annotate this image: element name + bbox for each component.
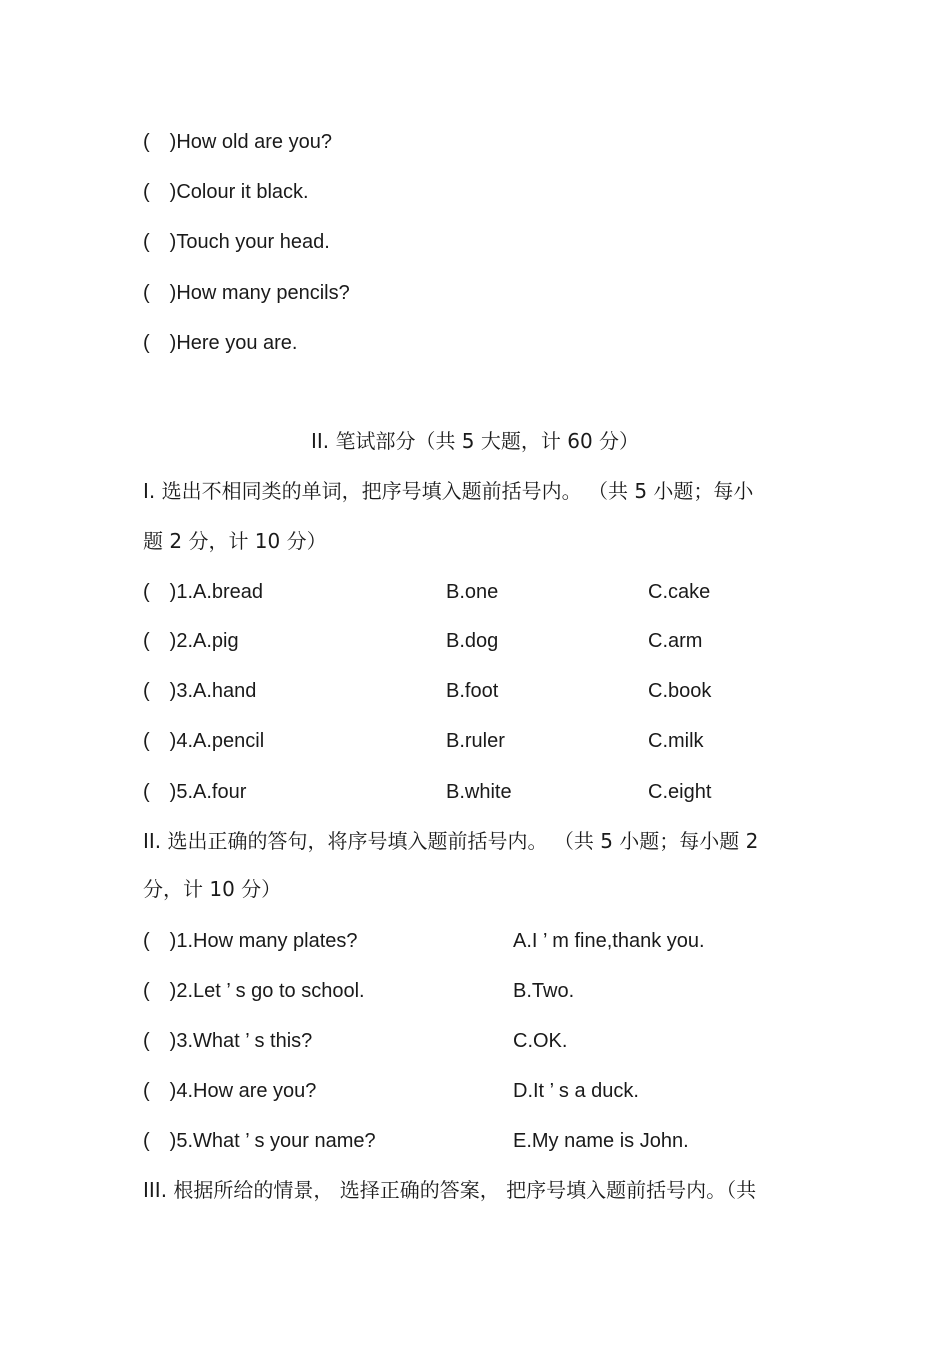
part1-item-5-a: ( )5.A.four [143,781,247,803]
part1-item-5-c: C.eight [648,781,712,803]
written-section-title: II. 笔试部分（共 5 大题，计 60 分） [310,429,640,453]
listening-item-5: ( )Here you are. [143,332,298,354]
listening-item-1: ( )How old are you? [143,131,332,153]
part2-item-2-question: ( )2.Let ’ s go to school. [143,980,365,1002]
part2-item-5-answer: E.My name is John. [513,1130,689,1152]
part1-item-4-b: B.ruler [446,730,505,752]
listening-item-2: ( )Colour it black. [143,181,309,203]
part1-item-3-b: B.foot [446,680,499,702]
part2-instruction-line2: 分，计 10 分） [143,877,282,901]
part2-item-1-question: ( )1.How many plates? [143,930,358,952]
part1-item-2-b: B.dog [446,630,499,652]
part2-item-4-question: ( )4.How are you? [143,1080,317,1102]
listening-item-4: ( )How many pencils? [143,282,350,304]
part1-item-4-a: ( )4.A.pencil [143,730,265,752]
part1-item-2-a: ( )2.A.pig [143,630,239,652]
part2-item-4-answer: D.It ’ s a duck. [513,1080,639,1102]
part1-item-3-c: C.book [648,680,712,702]
part2-item-3-answer: C.OK. [513,1030,568,1052]
part1-instruction-line1: I. 选出不相同类的单词，把序号填入题前括号内。 （共 5 小题；每小 [143,479,754,503]
part2-item-3-question: ( )3.What ’ s this? [143,1030,313,1052]
part1-item-5-b: B.white [446,781,512,803]
part1-instruction-line2: 题 2 分，计 10 分） [143,529,327,553]
part1-item-1-a: ( )1.A.bread [143,581,264,603]
part2-instruction-line1: II. 选出正确的答句，将序号填入题前括号内。 （共 5 小题；每小题 2 [143,829,759,853]
part2-item-2-answer: B.Two. [513,980,575,1002]
part1-item-1-c: C.cake [648,581,711,603]
part3-instruction-line1: III. 根据所给的情景， 选择正确的答案， 把序号填入题前括号内。（共 [143,1178,757,1202]
part2-item-1-answer: A.I ’ m fine,thank you. [513,930,705,952]
part1-item-3-a: ( )3.A.hand [143,680,257,702]
part1-item-2-c: C.arm [648,630,703,652]
part1-item-1-b: B.one [446,581,499,603]
part2-item-5-question: ( )5.What ’ s your name? [143,1130,376,1152]
part1-item-4-c: C.milk [648,730,704,752]
listening-item-3: ( )Touch your head. [143,231,330,253]
